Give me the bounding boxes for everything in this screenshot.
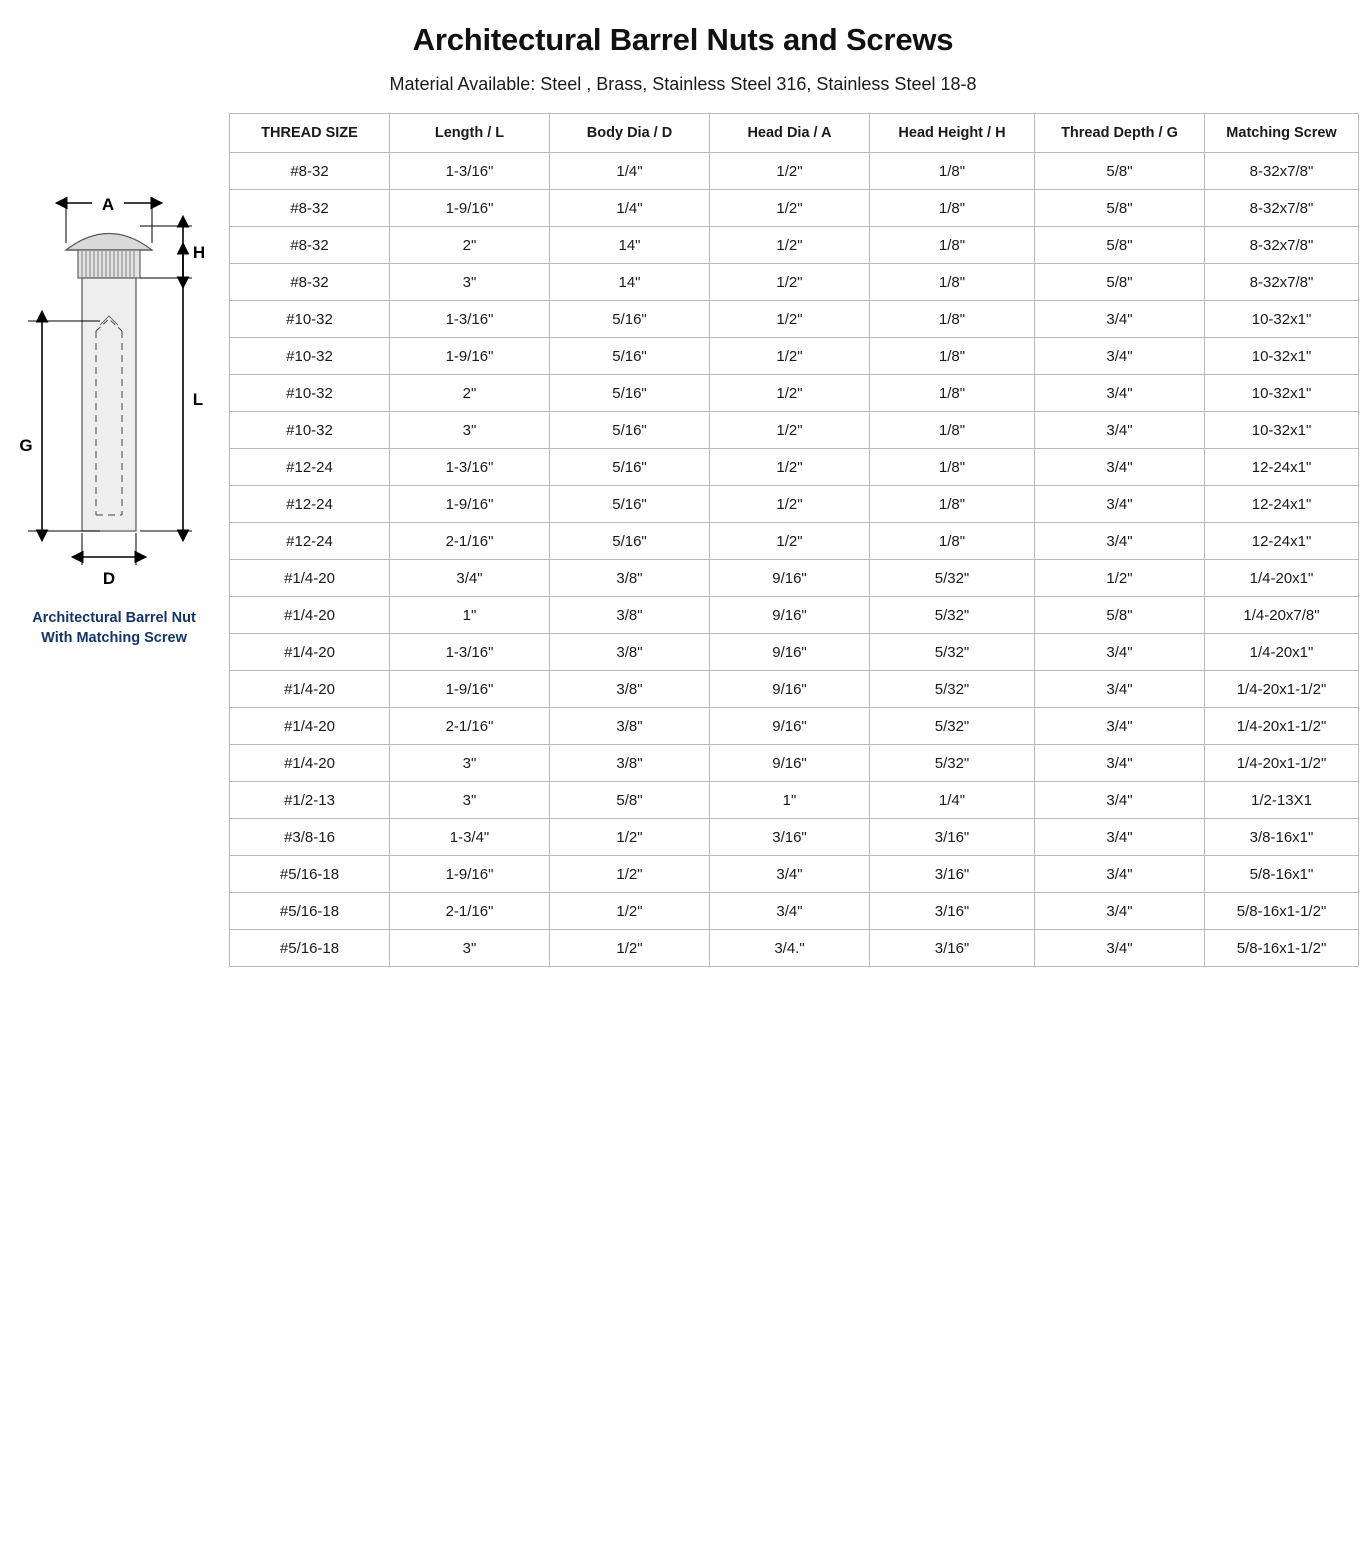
- table-cell: 3/4": [1035, 449, 1205, 486]
- table-cell: 1/2": [550, 930, 710, 967]
- table-cell: 5/16": [550, 301, 710, 338]
- table-cell: 1/2": [550, 893, 710, 930]
- table-cell: 9/16": [710, 671, 870, 708]
- table-cell: 3/4": [1035, 412, 1205, 449]
- svg-text:G: G: [19, 436, 33, 455]
- table-row: [230, 153, 1359, 190]
- table-cell: #1/4-20: [230, 560, 390, 597]
- table-cell: 3/4": [1035, 930, 1205, 967]
- barrel-nut-diagram: [0, 183, 228, 648]
- table-cell: 3/4": [1035, 708, 1205, 745]
- table-cell: 2": [390, 227, 550, 264]
- table-cell: 5/32": [870, 634, 1035, 671]
- table-header-row: [230, 114, 1359, 153]
- table-cell: 3/8": [550, 745, 710, 782]
- table-cell: 3/4": [1035, 819, 1205, 856]
- table-cell: 3/4": [1035, 671, 1205, 708]
- table-cell: 1-3/16": [390, 301, 550, 338]
- table-cell: 5/8": [550, 782, 710, 819]
- table-cell: 3/16": [710, 819, 870, 856]
- table-cell: 1/2": [710, 301, 870, 338]
- diagram-caption-line-2: With Matching Screw: [41, 629, 187, 646]
- table-cell: #12-24: [230, 486, 390, 523]
- table-cell: 10-32x1": [1205, 338, 1359, 375]
- table-cell: 3/4": [1035, 634, 1205, 671]
- table-cell: 1/2": [710, 153, 870, 190]
- table-cell: 1/4": [550, 153, 710, 190]
- table-cell: 1/4-20x1": [1205, 634, 1359, 671]
- table-cell: 3/4": [1035, 301, 1205, 338]
- table-cell: 10-32x1": [1205, 412, 1359, 449]
- table-row: [230, 782, 1359, 819]
- table-cell: 1/8": [870, 375, 1035, 412]
- table-cell: 8-32x7/8": [1205, 190, 1359, 227]
- table-cell: 1/8": [870, 301, 1035, 338]
- table-cell: 1-3/16": [390, 153, 550, 190]
- table-cell: 1-3/16": [390, 449, 550, 486]
- table-cell: 5/8": [1035, 190, 1205, 227]
- table-row: [230, 486, 1359, 523]
- table-cell: 3/4": [1035, 375, 1205, 412]
- table-row: [230, 708, 1359, 745]
- table-cell: 5/8-16x1-1/2": [1205, 930, 1359, 967]
- table-cell: 1/8": [870, 486, 1035, 523]
- material-availability-text: Material Available: Steel , Brass, Stainless Steel 316, Stainless Steel 18-8: [389, 74, 977, 94]
- column-header: Length / L: [390, 114, 550, 153]
- table-cell: 9/16": [710, 708, 870, 745]
- table-cell: 3": [390, 782, 550, 819]
- table-row: [230, 856, 1359, 893]
- table-cell: 5/8": [1035, 227, 1205, 264]
- table-cell: 1/2": [710, 264, 870, 301]
- table-cell: #3/8-16: [230, 819, 390, 856]
- table-cell: 3/4": [1035, 893, 1205, 930]
- table-cell: 1/8": [870, 153, 1035, 190]
- table-cell: 1/8": [870, 264, 1035, 301]
- table-cell: 12-24x1": [1205, 486, 1359, 523]
- column-header: Body Dia / D: [550, 114, 710, 153]
- table-cell: 1/8": [870, 338, 1035, 375]
- table-cell: 8-32x7/8": [1205, 227, 1359, 264]
- table-cell: 3/8": [550, 560, 710, 597]
- table-cell: 3/4": [1035, 523, 1205, 560]
- table-cell: 3/4": [1035, 856, 1205, 893]
- svg-text:A: A: [101, 195, 115, 214]
- table-cell: 3/8-16x1": [1205, 819, 1359, 856]
- table-cell: 1-9/16": [390, 338, 550, 375]
- table-cell: #1/4-20: [230, 671, 390, 708]
- table-cell: #10-32: [230, 338, 390, 375]
- table-cell: 1/2": [1035, 560, 1205, 597]
- table-cell: #5/16-18: [230, 930, 390, 967]
- column-header: Matching Screw: [1205, 114, 1359, 153]
- table-cell: #12-24: [230, 449, 390, 486]
- table-row: [230, 597, 1359, 634]
- table-row: [230, 560, 1359, 597]
- table-cell: 1/4-20x1-1/2": [1205, 708, 1359, 745]
- table-cell: 1/8": [870, 523, 1035, 560]
- table-cell: 9/16": [710, 634, 870, 671]
- table-cell: 1/4-20x7/8": [1205, 597, 1359, 634]
- table-row: [230, 412, 1359, 449]
- table-cell: 1-9/16": [390, 486, 550, 523]
- table-cell: 3/4": [1035, 745, 1205, 782]
- table-cell: 1-9/16": [390, 190, 550, 227]
- table-cell: 1/2": [710, 338, 870, 375]
- table-row: [230, 671, 1359, 708]
- table-cell: 3/4": [710, 856, 870, 893]
- table-cell: 1/2": [710, 375, 870, 412]
- table-cell: #8-32: [230, 190, 390, 227]
- spec-table-container: [229, 113, 1359, 967]
- table-cell: #1/2-13: [230, 782, 390, 819]
- table-cell: #1/4-20: [230, 708, 390, 745]
- barrel-nut-spec-table: [229, 113, 1359, 967]
- table-cell: 3/8": [550, 597, 710, 634]
- table-cell: #1/4-20: [230, 745, 390, 782]
- table-cell: 3/16": [870, 893, 1035, 930]
- table-cell: #5/16-18: [230, 856, 390, 893]
- table-cell: 1/8": [870, 227, 1035, 264]
- table-cell: 1/8": [870, 190, 1035, 227]
- table-cell: 1/2": [710, 486, 870, 523]
- table-cell: 1/8": [870, 412, 1035, 449]
- table-cell: 5/16": [550, 486, 710, 523]
- table-cell: 1-9/16": [390, 671, 550, 708]
- table-cell: 1-3/16": [390, 634, 550, 671]
- table-cell: 3/4": [1035, 338, 1205, 375]
- table-cell: 5/8": [1035, 597, 1205, 634]
- table-cell: 2-1/16": [390, 893, 550, 930]
- table-cell: 3/4": [1035, 782, 1205, 819]
- table-cell: 1-9/16": [390, 856, 550, 893]
- table-cell: 1": [390, 597, 550, 634]
- table-cell: 5/8": [1035, 264, 1205, 301]
- table-cell: 12-24x1": [1205, 449, 1359, 486]
- table-cell: 2": [390, 375, 550, 412]
- content-area: [0, 113, 1366, 967]
- table-cell: 14": [550, 264, 710, 301]
- table-cell: 1/2": [710, 412, 870, 449]
- column-header: Thread Depth / G: [1035, 114, 1205, 153]
- table-row: [230, 301, 1359, 338]
- table-cell: 5/32": [870, 560, 1035, 597]
- table-cell: 1/2": [550, 819, 710, 856]
- table-cell: 1": [710, 782, 870, 819]
- table-row: [230, 634, 1359, 671]
- table-row: [230, 930, 1359, 967]
- table-cell: 14": [550, 227, 710, 264]
- table-cell: #10-32: [230, 301, 390, 338]
- table-cell: 9/16": [710, 745, 870, 782]
- table-cell: 5/8-16x1": [1205, 856, 1359, 893]
- diagram-caption-line-1: Architectural Barrel Nut: [32, 610, 196, 626]
- table-cell: 8-32x7/8": [1205, 264, 1359, 301]
- table-cell: 1/2": [710, 523, 870, 560]
- table-cell: 8-32x7/8": [1205, 153, 1359, 190]
- table-row: [230, 338, 1359, 375]
- table-cell: 1/8": [870, 449, 1035, 486]
- table-cell: 2-1/16": [390, 523, 550, 560]
- table-cell: #1/4-20: [230, 597, 390, 634]
- table-row: [230, 190, 1359, 227]
- table-cell: 5/16": [550, 375, 710, 412]
- svg-text:H: H: [192, 243, 206, 262]
- table-cell: 3/8": [550, 634, 710, 671]
- table-row: [230, 745, 1359, 782]
- table-cell: 9/16": [710, 597, 870, 634]
- table-row: [230, 375, 1359, 412]
- table-cell: 3/4.": [710, 930, 870, 967]
- table-cell: 5/16": [550, 412, 710, 449]
- table-cell: 3": [390, 264, 550, 301]
- diagram-caption: [0, 609, 228, 648]
- table-cell: 2-1/16": [390, 708, 550, 745]
- table-cell: 3/16": [870, 930, 1035, 967]
- table-cell: 5/16": [550, 338, 710, 375]
- table-cell: 1-3/4": [390, 819, 550, 856]
- table-cell: 1/4": [550, 190, 710, 227]
- table-cell: #10-32: [230, 412, 390, 449]
- table-cell: 3/8": [550, 671, 710, 708]
- table-cell: 5/32": [870, 597, 1035, 634]
- table-cell: 12-24x1": [1205, 523, 1359, 560]
- table-row: [230, 227, 1359, 264]
- table-cell: 5/16": [550, 449, 710, 486]
- table-cell: 1/2-13X1: [1205, 782, 1359, 819]
- table-cell: 1/2": [710, 449, 870, 486]
- table-cell: 1/2": [710, 190, 870, 227]
- table-cell: 3/16": [870, 856, 1035, 893]
- page-title: Architectural Barrel Nuts and Screws: [412, 22, 954, 57]
- table-cell: 9/16": [710, 560, 870, 597]
- table-cell: #12-24: [230, 523, 390, 560]
- table-cell: 5/32": [870, 745, 1035, 782]
- column-header: THREAD SIZE: [230, 114, 390, 153]
- table-cell: 1/4-20x1-1/2": [1205, 745, 1359, 782]
- table-cell: 3/4": [710, 893, 870, 930]
- table-row: [230, 893, 1359, 930]
- table-cell: 3": [390, 930, 550, 967]
- table-row: [230, 264, 1359, 301]
- table-cell: 3/16": [870, 819, 1035, 856]
- table-cell: 5/8-16x1-1/2": [1205, 893, 1359, 930]
- table-header: [230, 114, 1359, 153]
- table-cell: 3/8": [550, 708, 710, 745]
- column-header: Head Dia / A: [710, 114, 870, 153]
- svg-text:D: D: [102, 569, 116, 588]
- table-row: [230, 449, 1359, 486]
- table-cell: #8-32: [230, 264, 390, 301]
- table-cell: #1/4-20: [230, 634, 390, 671]
- table-row: [230, 819, 1359, 856]
- svg-text:L: L: [192, 390, 204, 409]
- table-cell: 3/4": [390, 560, 550, 597]
- table-cell: 3": [390, 745, 550, 782]
- table-cell: 1/4-20x1-1/2": [1205, 671, 1359, 708]
- table-cell: 3/4": [1035, 486, 1205, 523]
- table-cell: 5/32": [870, 708, 1035, 745]
- barrel-nut-illustration: [0, 183, 228, 603]
- table-cell: #5/16-18: [230, 893, 390, 930]
- table-cell: 5/16": [550, 523, 710, 560]
- column-header: Head Height / H: [870, 114, 1035, 153]
- table-cell: 5/32": [870, 671, 1035, 708]
- table-body: [230, 153, 1359, 967]
- table-cell: #8-32: [230, 227, 390, 264]
- table-cell: 1/2": [550, 856, 710, 893]
- table-cell: #8-32: [230, 153, 390, 190]
- table-cell: 5/8": [1035, 153, 1205, 190]
- table-cell: 3": [390, 412, 550, 449]
- table-cell: #10-32: [230, 375, 390, 412]
- table-cell: 10-32x1": [1205, 375, 1359, 412]
- table-row: [230, 523, 1359, 560]
- table-cell: 1/4-20x1": [1205, 560, 1359, 597]
- table-cell: 1/4": [870, 782, 1035, 819]
- table-cell: 1/2": [710, 227, 870, 264]
- table-cell: 10-32x1": [1205, 301, 1359, 338]
